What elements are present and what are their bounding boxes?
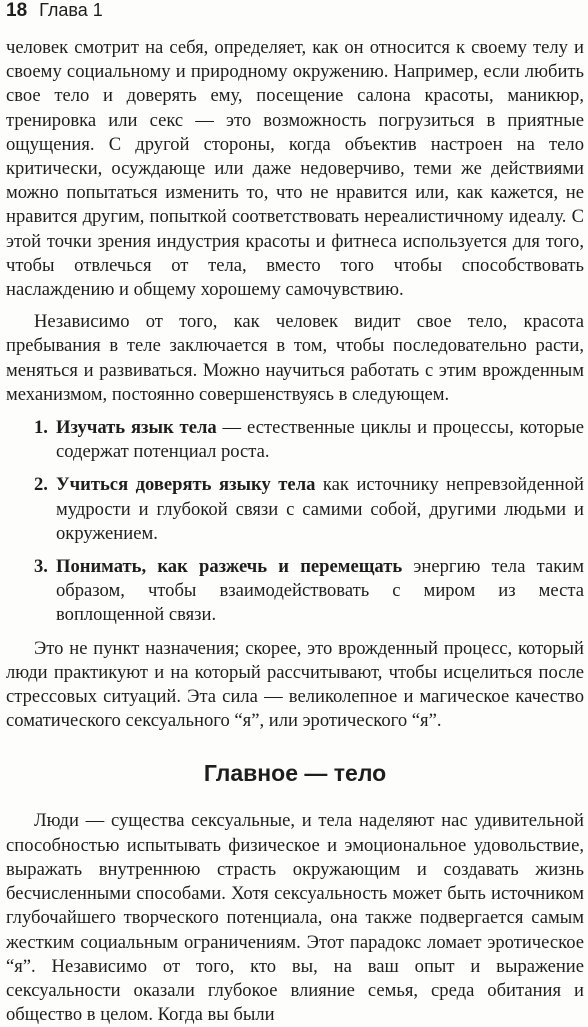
running-head [6,0,103,30]
list-item-rest: — естественные циклы и процессы, которые содержат потенциал роста. [56,417,584,463]
list-item-rest: как источнику непревзойденной мудрости и глубокой связи с самими собой, другими людьми и окружением. [56,474,584,544]
section-heading: Главное — тело [203,760,387,787]
list-item-number: 2. [34,474,48,496]
body-text [6,36,584,1027]
chapter-title: Глава 1 [39,0,103,20]
paragraph: Люди — существа сексуальные, и тела наделяют нас удивительной способностью испытывать физическое и эмоциональное удовольствие, выражать внутреннюю страсть окружающим и создавать жизнь бесчисленными способами. Хотя сексуальность может быть источником глубочайшего творческого потенциала, она также подвергается самым жестким социальным ограничениям. Этот парадокс ломает эротическое “я”. Независимо от того, кто вы, на ваш опыт и выражение сексуальности оказали глубокое влияние семья, среда обитания и общество в целом. Когда вы были [6,810,584,1026]
paragraph: Это не пункт назначения; скорее, это врожденный процесс, который люди практикуют и на который рассчитывают, чтобы исцелиться после стрессовых ситуаций. Эта сила — великолепное и магическое качество соматического сексуального “я”, или эротического “я”. [6,637,584,732]
list-item-text [56,416,584,464]
list-item-bold: Учиться доверять языку тела [56,474,316,496]
list-item [6,473,584,546]
list-item [6,416,584,464]
list-item-text [56,473,584,546]
list-item-number: 1. [34,417,48,439]
list-item-text [56,555,584,628]
list-item-bold: Изучать язык тела [56,417,217,439]
page-number: 18 [6,0,28,21]
list-item-bold: Понимать, как разжечь и перемещать [56,556,403,578]
paragraph: Независимо от того, как человек видит свое тело, красота пребывания в теле заключается в том, чтобы последовательно расти, меняться и развиваться. Можно научиться работать с этим врожденным механизмом, постоянно совершенствуясь в следующем. [6,311,584,405]
numbered-list [6,416,584,628]
list-item [6,555,584,628]
list-item-rest: энергию тела таким образом, чтобы взаимодействовать с миром из места воплощенной связи. [56,556,584,626]
paragraph: человек смотрит на себя, определяет, как он относится к своему телу и своему социальному и природному окружению. Например, если любить свое тело и доверять ему, посещение салона красоты, маникюр, тренировка или секс — это возможность погрузиться в приятные ощущения. С другой стороны, когда объектив настроен на тело критически, осуждающе или даже недоверчиво, теми же действиями можно попытаться изменить то, что не нравится или, как кажется, не нравится другим, попыткой соответствовать нереалистичному идеалу. С этой точки зрения индустрия красоты и фитнеса используется для того, чтобы отвлечься от тела, вместо того чтобы способствовать наслаждению и общему хорошему самочувствию. [6,37,584,301]
list-item-number: 3. [34,556,48,578]
